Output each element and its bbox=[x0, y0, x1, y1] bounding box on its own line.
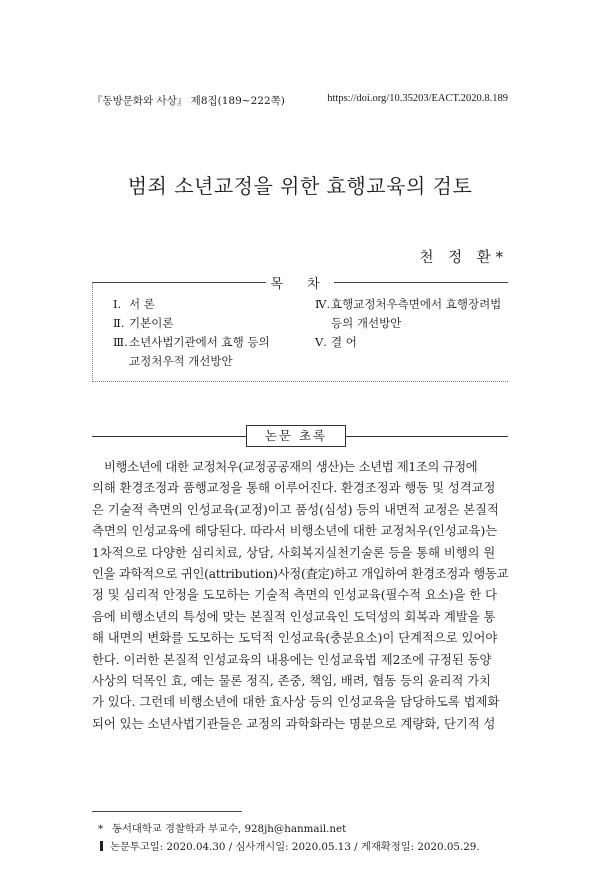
abstract-line: 되어 있는 소년사법기관들은 교정의 과학화라는 명분으로 계량화, 단기적 성 bbox=[92, 716, 496, 731]
toc-item-text: 결 어 bbox=[331, 335, 357, 349]
toc-item-number: Ⅲ. bbox=[113, 335, 128, 349]
toc-item-number: Ⅳ. bbox=[315, 297, 331, 311]
footnote-mark: * bbox=[98, 823, 104, 835]
abstract-line: 측면의 인성교육에 해당된다. 따라서 비행소년에 대한 교정처우(인성교육)는 bbox=[92, 524, 498, 539]
table-of-contents bbox=[92, 282, 508, 382]
abstract-line: 비행소년에 대한 교정처우(교정공공재의 생산)는 소년법 제1조의 규정에 bbox=[104, 460, 478, 474]
toc-item-text: 서 론 bbox=[129, 297, 155, 311]
abstract-line: 가 있다. 그런데 비행소년에 대한 효사상 등의 인성교육을 담당하도록 법제화 bbox=[92, 695, 500, 710]
abstract-line: 사상의 덕목인 효, 예는 물론 정직, 존중, 책임, 배려, 협동 등의 윤리적 가치 bbox=[92, 674, 492, 689]
abstract-line: 정 및 심리적 안정을 도모하는 기술적 측면의 인성교육(필수적 요소)을 한 다 bbox=[92, 588, 498, 603]
toc-item bbox=[113, 333, 303, 371]
paper-title: 범죄 소년교정을 위한 효행교육의 검토 bbox=[127, 174, 473, 198]
abstract-line: 1차적으로 다양한 심리치료, 상담, 사회복지실천기술론 등을 통해 비행의 원 bbox=[92, 545, 496, 560]
journal-citation: 『동방문화와 사상』 제8집(189~222쪽) bbox=[92, 95, 285, 107]
abstract-line: 해 내면의 변화를 도모하는 도덕적 인성교육(충분요소)이 단계적으로 있어야 bbox=[92, 631, 498, 646]
abstract-rule-left bbox=[92, 436, 246, 437]
submission-dates: 논문투고일: 2020.04.30 / 심사개시일: 2020.05.13 / 게재확정일: 2020.05.29. bbox=[110, 841, 480, 853]
author-affiliation: 동서대학교 경찰학과 부교수, 928jh@hanmail.net bbox=[112, 823, 347, 835]
abstract-line: 의해 환경조정과 품행교정을 통해 이루어진다. 환경조정과 행동 및 성격교정 bbox=[92, 481, 496, 496]
footnote-bar-icon bbox=[100, 841, 103, 851]
abstract-line: 음에 비행소년의 특성에 맞는 본질적 인성교육인 도덕성의 회복과 계발을 통 bbox=[92, 609, 496, 624]
toc-label: 목 차 bbox=[270, 277, 330, 292]
toc-item-text: 소년사법기관에서 효행 등의 bbox=[129, 335, 270, 349]
doi-link[interactable]: https://doi.org/10.35203/EACT.2020.8.189 bbox=[327, 93, 508, 104]
toc-item bbox=[113, 314, 303, 333]
toc-column-right bbox=[315, 295, 510, 352]
toc-item-number: Ⅰ. bbox=[113, 297, 122, 311]
running-header bbox=[92, 93, 508, 109]
dates-footnote bbox=[98, 838, 480, 853]
toc-item-number: Ⅱ. bbox=[113, 316, 125, 330]
toc-column-left bbox=[113, 295, 303, 371]
abstract-line: 인을 과학적으로 귀인(attribution)사정(査定)하고 개입하여 환경조정과 행동교 bbox=[92, 567, 509, 582]
abstract-body bbox=[92, 457, 508, 735]
toc-item-text: 효행교정처우측면에서 효행장려법 bbox=[331, 297, 502, 311]
footnote-rule bbox=[92, 811, 242, 812]
author-footnote bbox=[98, 820, 346, 835]
toc-item bbox=[315, 295, 510, 333]
toc-item-number: Ⅴ. bbox=[315, 335, 327, 349]
abstract-label: 논문 초록 bbox=[246, 425, 346, 447]
abstract-heading bbox=[92, 425, 508, 447]
toc-item-text-continued: 등의 개선방안 bbox=[331, 316, 402, 330]
toc-item-text: 기본이론 bbox=[129, 316, 174, 330]
author-name: 천 정 환* bbox=[419, 250, 508, 266]
toc-item-text-continued: 교정처우적 개선방안 bbox=[129, 354, 233, 368]
abstract-line: 은 기술적 측면의 인성교육(교정)이고 품성(심성) 등의 내면적 교정은 본질적 bbox=[92, 502, 499, 517]
abstract-line: 한다. 이러한 본질적 인성교육의 내용에는 인성교육법 제2조에 규정된 동양 bbox=[92, 652, 492, 667]
toc-item bbox=[315, 333, 510, 352]
abstract-rule-right bbox=[346, 436, 508, 437]
toc-item bbox=[113, 295, 303, 314]
